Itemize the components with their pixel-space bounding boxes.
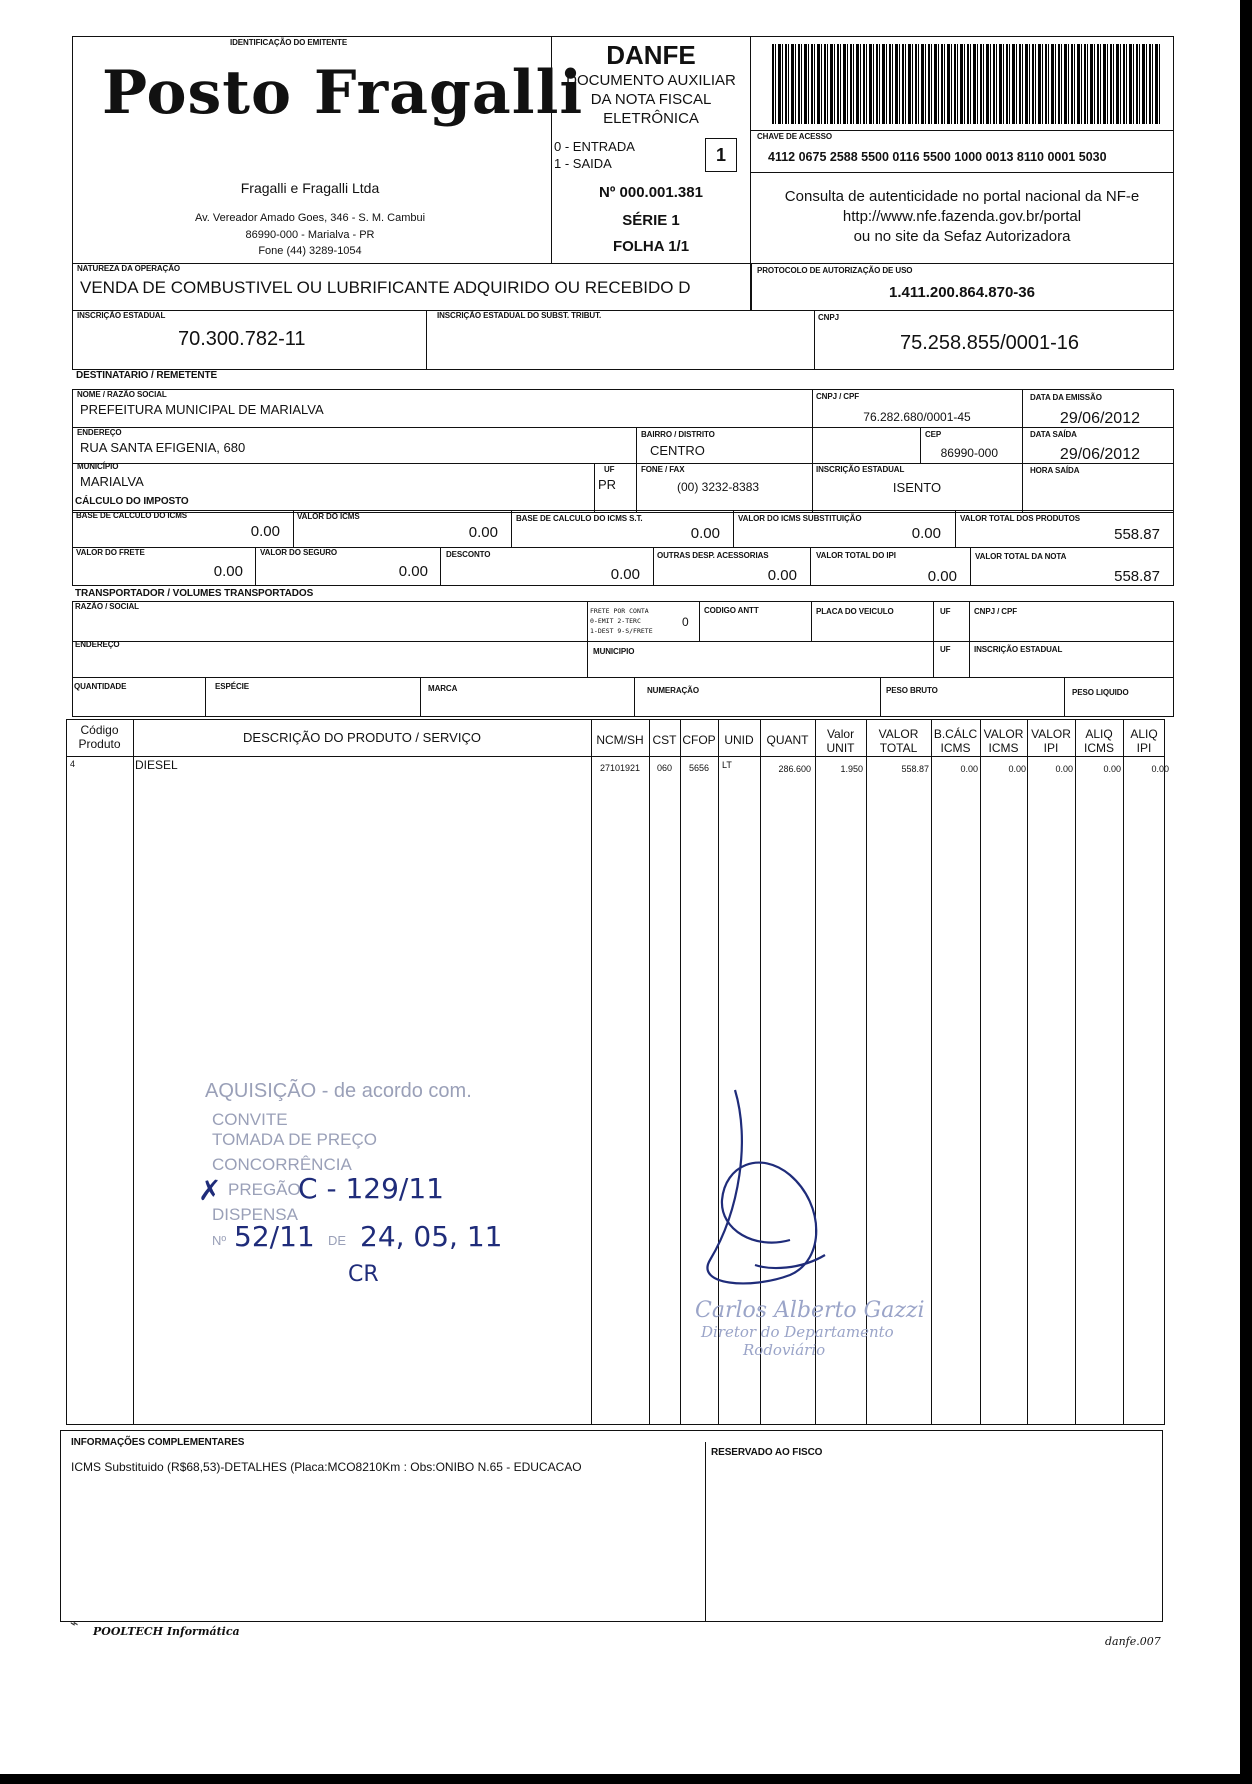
recipient-ie-label: INSCRIÇÃO ESTADUAL [816,465,905,474]
valor-st: 0.00 [911,525,941,542]
col-vunit-l1: Valor [826,727,855,741]
valor-st-label: VALOR DO ICMS SUBSTITUIÇÃO [738,514,862,523]
ipi: 0.00 [927,568,957,585]
recipient-bairro: CENTRO [650,443,705,458]
stamp-nr-label: Nº [212,1233,227,1248]
access-key-label: CHAVE DE ACESSO [757,132,832,141]
frete: 0.00 [213,563,243,580]
transport-uf-label: UF [940,607,951,616]
frete-conta-3: 1-DEST 9-S/FRETE [590,627,653,635]
total-produtos-label: VALOR TOTAL DOS PRODUTOS [960,514,1080,523]
base-icms-label: BASE DE CALCULO DO ICMS [76,511,188,520]
bairro-label: BAIRRO / DISTRITO [641,430,715,439]
col-vunit-l2: UNIT [826,741,855,755]
transport-uf2-label: UF [940,645,951,654]
recipient-ie: ISENTO [892,480,942,495]
col-vipi [1027,727,1075,755]
stamp-check-mark: ✗ [198,1174,222,1207]
hand-number: 52/11 [234,1220,315,1253]
company-logo: Posto Fragalli [102,58,584,128]
desconto-label: DESCONTO [446,550,491,559]
row-vunit: 1.950 [840,764,863,774]
protocolo-label: PROTOCOLO DE AUTORIZAÇÃO DE USO [757,266,913,275]
seguro-label: VALOR DO SEGURO [260,548,338,557]
col-quant: QUANT [766,733,809,747]
col-vunit [815,727,866,755]
signature-stamp [695,1298,925,1359]
base-st-label: BASE DE CALCULO DO ICMS S.T. [516,514,643,523]
row-vicms: 0.00 [1008,764,1026,774]
frete-conta-value: 0 [682,615,689,629]
base-icms: 0.00 [250,523,280,540]
row-quant: 286.600 [778,764,811,774]
antt-label: CODIGO ANTT [704,606,759,615]
hand-pregao: C - 129/11 [298,1172,444,1205]
danfe-subtitle3: ELETRÔNICA [603,110,699,127]
natureza-value: VENDA DE COMBUSTIVEL OU LUBRIFICANTE ADQUIRIDO OU RECEBIDO D [80,278,691,297]
desconto: 0.00 [610,566,640,583]
info-label: INFORMAÇÕES COMPLEMENTARES [71,1437,245,1448]
total-nota-label: VALOR TOTAL DA NOTA [975,552,1067,561]
signature-scribble [640,1080,900,1310]
nf-folha: FOLHA 1/1 [612,238,690,255]
stamp-de-label: DE [328,1233,347,1248]
row-ncm: 27101921 [599,763,641,773]
col-cfop: CFOP [682,733,716,747]
address-label: ENDEREÇO [77,428,122,437]
scan-border-bottom [0,1774,1252,1784]
company-address: Av. Vereador Amado Goes, 346 - S. M. Cambui [194,212,426,224]
outras-label: OUTRAS DESP. ACESSORIAS [657,551,769,560]
fone-label: FONE / FAX [641,465,685,474]
col-vtotal [866,727,931,755]
recipient-name-label: NOME / RAZÃO SOCIAL [77,390,167,399]
frete-conta-2: 0-EMIT 2-TERC [590,617,641,625]
placa-label: PLACA DO VEICULO [816,607,894,616]
stamp-line2: TOMADA DE PREÇO [212,1130,377,1149]
row-cst: 060 [656,763,673,773]
entrada-label: 0 - ENTRADA [554,139,635,154]
signature-title: Diretor do Departamento [701,1323,894,1341]
hora-label: HORA SAÍDA [1030,466,1080,475]
recipient-name: PREFEITURA MUNICIPAL DE MARIALVA [80,402,324,417]
danfe-title: DANFE [606,40,696,70]
stamp-line0: AQUISIÇÃO - de acordo com. [205,1080,472,1102]
col-codigo-l2: Produto [78,737,121,751]
natureza-label: NATUREZA DA OPERAÇÃO [77,264,181,273]
fisco-label: RESERVADO AO FISCO [711,1447,823,1458]
type-code: 1 [705,138,737,172]
recipient-cnpj: 76.282.680/0001-45 [863,410,971,424]
ie-label: INSCRIÇÃO ESTADUAL [77,311,166,320]
recipient-address: RUA SANTA EFIGENIA, 680 [80,440,246,455]
peso-bruto-label: PESO BRUTO [886,686,938,695]
col-descricao: DESCRIÇÃO DO PRODUTO / SERVIÇO [243,730,481,745]
col-aicms-l1: ALIQ [1085,727,1113,741]
base-st: 0.00 [690,525,720,542]
software-credit: POOLTECH Informática [93,1625,240,1638]
hand-date: 24, 05, 11 [360,1220,503,1253]
cep-label: CEP [925,430,942,439]
ipi-label: VALOR TOTAL DO IPI [816,551,896,560]
company-phone: Fone (44) 3289-1054 [258,245,362,257]
emissao-date: 29/06/2012 [1059,410,1140,427]
col-ncm: NCM/SH [596,733,644,747]
uf-label: UF [604,465,615,474]
transport-endereco-label: ENDEREÇO [75,640,120,649]
stamp-line5: DISPENSA [212,1205,298,1224]
seguro: 0.00 [398,563,428,580]
numeracao-label: NUMERAÇÃO [647,686,699,695]
info-text: ICMS Substituido (R$68,53)-DETALHES (Placa:MCO8210Km : Obs:ONIBO N.65 - EDUCACAO [71,1460,582,1474]
quantidade-label: QUANTIDADE [74,682,127,691]
transport-cnpj-label: CNPJ / CPF [974,607,1018,616]
total-nota: 558.87 [1114,568,1160,585]
info-box [60,1430,1163,1622]
danfe-subtitle2: DA NOTA FISCAL [590,91,712,108]
row-bcicms: 0.00 [960,764,978,774]
recipient-fone: (00) 3232-8383 [677,480,760,494]
pooltech-icon: ⌁ [70,1615,79,1631]
recipient-uf: PR [598,477,617,492]
col-aicms [1075,727,1123,755]
row-vtotal: 558.87 [901,764,929,774]
col-aicms-l2: ICMS [1084,741,1114,755]
row-aicms: 0.00 [1103,764,1121,774]
stamp-line1: CONVITE [212,1110,288,1129]
peso-liquido-label: PESO LIQUIDO [1072,688,1129,697]
consult-line3: ou no site da Sefaz Autorizadora [853,228,1071,245]
transport-municipio-label: MUNICIPIO [593,647,635,656]
access-key: 4112 0675 2588 5500 0116 5500 1000 0013 8110 0001 5030 [768,150,1107,164]
col-bcicms [931,727,980,755]
outras: 0.00 [767,567,797,584]
col-codigo [66,723,133,751]
total-produtos: 558.87 [1114,526,1160,543]
col-vtotal-l1: VALOR [878,727,919,741]
recipient-section-label: DESTINATARIO / REMETENTE [76,370,218,381]
col-vipi-l2: IPI [1043,741,1059,755]
valor-icms-label: VALOR DO ICMS [297,512,360,521]
row-unid: LT [722,760,732,770]
frete-conta-1: FRETE POR CONTA [590,607,649,615]
signature-dept: Rodoviário [743,1341,826,1359]
consult-line1: Consulta de autenticidade no portal nacional da NF-e [784,188,1140,205]
saida-date-label: DATA SAÍDA [1030,430,1077,439]
row-descricao: DIESEL [135,758,178,772]
col-aipi-l1: ALIQ [1130,727,1158,741]
row-vipi: 0.00 [1055,764,1073,774]
protocolo-value: 1.411.200.864.870-36 [889,284,1035,301]
transport-razao-label: RAZÃO / SOCIAL [75,602,139,611]
signature-name: Carlos Alberto Gazzi [695,1298,925,1323]
col-vicms-l2: ICMS [988,741,1019,755]
valor-icms: 0.00 [468,524,498,541]
danfe-subtitle1: DOCUMENTO AUXILIAR [566,72,736,89]
ie-st-label: INSCRIÇÃO ESTADUAL DO SUBST. TRIBUT. [437,311,602,320]
form-id: danfe.007 [1105,1635,1161,1648]
recipient-municipio: MARIALVA [80,474,144,489]
barcode [772,44,1162,124]
especie-label: ESPÉCIE [215,682,249,691]
emitter-label: IDENTIFICAÇÃO DO EMITENTE [230,38,348,47]
products-table [66,719,1165,1425]
stamp-line4: PREGÃO [228,1180,301,1199]
row-codigo: 4 [70,759,76,769]
row-cfop: 5656 [688,763,710,773]
col-vipi-l1: VALOR [1031,727,1071,741]
tax-section-label: CÁLCULO DO IMPOSTO [75,496,189,507]
municipio-label: MUNICÍPIO [77,462,119,471]
col-unid: UNID [724,733,754,747]
col-cst: CST [652,733,677,747]
recipient-cep: 86990-000 [940,446,998,460]
ie-value: 70.300.782-11 [178,328,306,350]
col-vtotal-l2: TOTAL [879,741,918,755]
col-vicms-l1: VALOR [983,727,1024,741]
stamp-line3: CONCORRÊNCIA [212,1155,352,1174]
transport-section-label: TRANSPORTADOR / VOLUMES TRANSPORTADOS [75,588,314,599]
saida-label: 1 - SAIDA [554,156,612,171]
frete-label: VALOR DO FRETE [76,548,145,557]
emitter-cnpj: 75.258.855/0001-16 [900,332,1080,354]
transport-ie-label: INSCRIÇÃO ESTADUAL [974,645,1063,654]
cnpj-label: CNPJ [818,313,839,322]
col-bcicms-l1: B.CÁLC [933,727,978,741]
company-city: 86990-000 - Marialva - PR [245,229,375,241]
col-codigo-l1: Código [80,723,119,737]
emissao-label: DATA DA EMISSÃO [1030,393,1102,402]
company-name: Fragalli e Fragalli Ltda [240,180,380,196]
col-bcicms-l2: ICMS [940,741,971,755]
row-aipi: 0.00 [1151,764,1169,774]
hand-initials: CR [348,1262,379,1287]
nf-number: Nº 000.001.381 [599,184,703,201]
consult-line2: http://www.nfe.fazenda.gov.br/portal [842,208,1082,225]
col-aipi-l2: IPI [1136,741,1152,755]
marca-label: MARCA [428,684,458,693]
recipient-cnpj-label: CNPJ / CPF [816,392,860,401]
scan-border-right [1240,0,1252,1784]
col-aipi [1123,727,1165,755]
nf-serie: SÉRIE 1 [622,212,680,229]
col-vicms [980,727,1027,755]
saida-date: 29/06/2012 [1059,446,1140,463]
